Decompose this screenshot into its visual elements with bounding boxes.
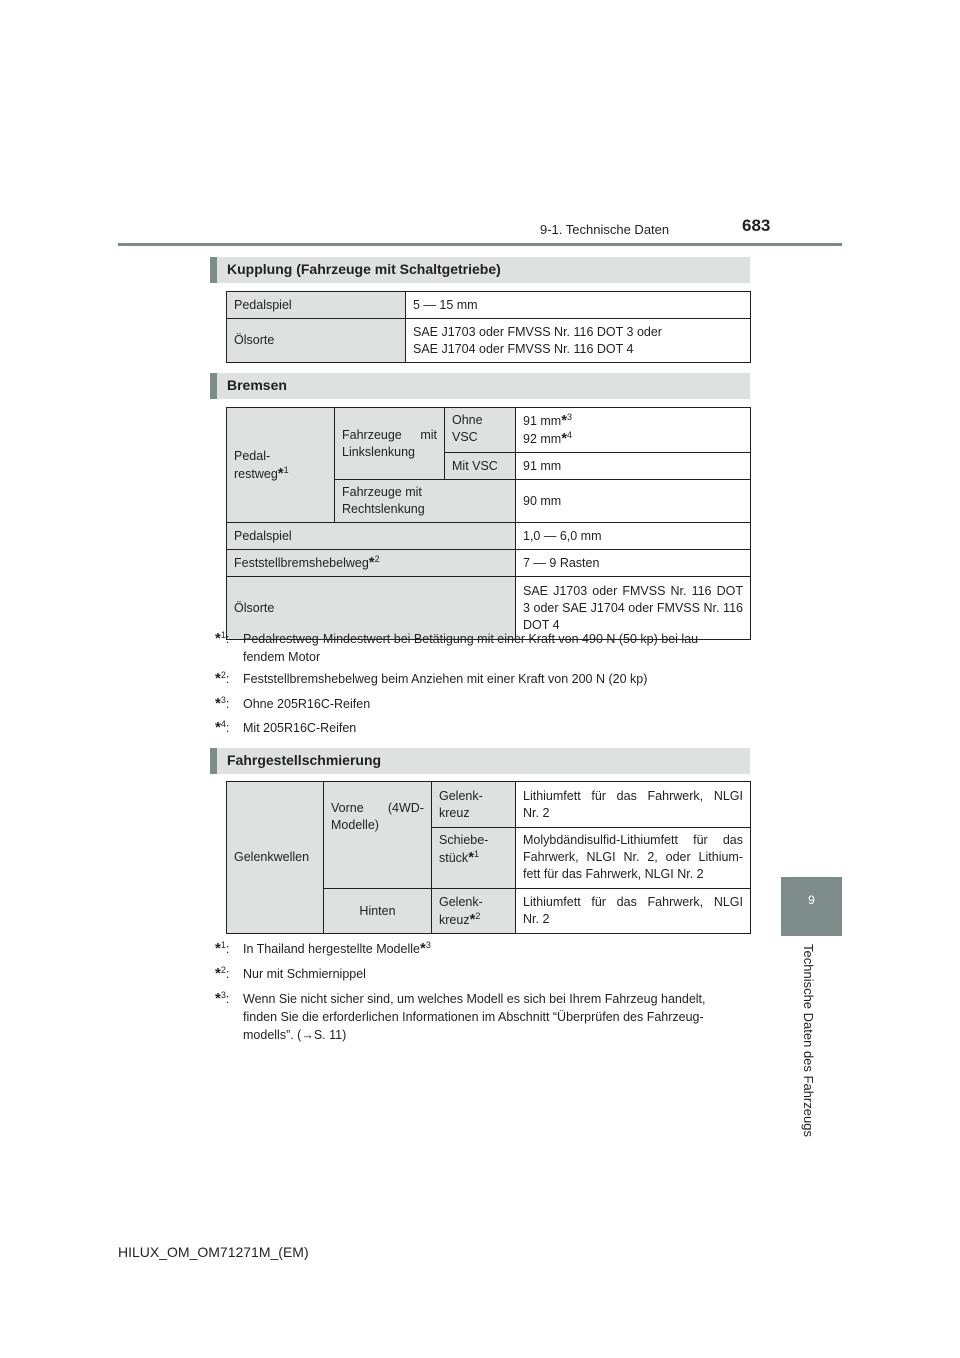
part-value (516, 782, 751, 828)
header-rule (118, 243, 842, 246)
links-label (335, 408, 445, 480)
label-line: Gelenk- (439, 788, 483, 803)
ohne-vsc-label: Ohne VSC (445, 408, 516, 453)
heading-text: Kupplung (Fahrzeuge mit Schaltgetriebe) (227, 261, 501, 277)
label-line: Fahrzeuge mit (342, 427, 437, 442)
footnote-mark: *$^2$: (215, 669, 230, 687)
label-line: Modelle) (331, 818, 379, 832)
part-label (432, 889, 516, 934)
ohne-vsc-value (516, 408, 751, 453)
footnote-line: Pedalrestweg-Mindestwert bei Betätigung mit einer Kraft von 490 N (50 kp) bei lau- (243, 632, 703, 646)
mit-vsc-label: Mit VSC (445, 453, 516, 480)
heading-bar (210, 257, 217, 283)
label-line: kreuz (439, 805, 470, 820)
part-value (516, 828, 751, 889)
rechts-label: Fahrzeuge mit Rechtslenkung (335, 480, 516, 523)
mit-vsc-value: 91 mm (516, 453, 751, 480)
footnote-star-icon: * (215, 670, 221, 687)
page-number: 683 (742, 216, 771, 235)
pedalspiel-value: 1,0 — 6,0 mm (516, 523, 751, 550)
footnote-star-icon: * (561, 430, 568, 447)
footnote-star-icon: * (468, 849, 475, 866)
value-line: Fahrwerk, NLGI Nr. 2, oder Lithium- (523, 850, 743, 864)
section-heading-kupplung (210, 257, 750, 283)
table-row (227, 319, 751, 363)
footnote (215, 670, 750, 688)
footnote-star-icon: * (469, 910, 476, 928)
footnote-mark: *$^1$: (215, 939, 230, 957)
heading-text: Bremsen (227, 377, 287, 393)
label-line: kreuz*$^2$ (439, 910, 481, 928)
gelenkwellen-label: Gelenkwellen (227, 782, 324, 934)
footnote-star-icon: * (215, 940, 221, 957)
footnote-line: modells”. (→S. 11) (243, 1028, 347, 1042)
value-line: SAE J1704 oder FMVSS Nr. 116 DOT 4 (413, 341, 634, 356)
pedalspiel-label: Pedalspiel (227, 523, 516, 550)
footnote-mark: *$^4$: (215, 718, 230, 736)
bremsen-table (226, 407, 751, 640)
value-line: 92 mm*$^4$ (523, 429, 573, 447)
footnote (215, 940, 750, 958)
value-line: Molybdändisulfid-Lithiumfett für das (523, 833, 743, 847)
part-label (432, 782, 516, 828)
footnote-star-icon: * (215, 965, 221, 982)
document-code: HILUX_OM_OM71271M_(EM) (118, 1244, 309, 1260)
footnote-star-icon: * (215, 695, 221, 712)
value-line: SAE J1703 oder FMVSS Nr. 116 DOT 3 oder (413, 324, 662, 339)
table-row (227, 408, 751, 453)
heading-text: Fahrgestellschmierung (227, 752, 382, 768)
label-line: Pedal- (234, 448, 271, 463)
footnote-text: Nur mit Schmiernippel (243, 967, 366, 981)
part-label (432, 828, 516, 889)
footnote-line: finden Sie die erforderlichen Informationen im Abschnitt “Überprüfen des Fahrzeug- (243, 1010, 704, 1024)
label-line: restweg*$^1$ (234, 464, 289, 482)
footnote (215, 630, 750, 666)
table-row (227, 782, 751, 828)
table-row (227, 550, 751, 577)
fest-value: 7 — 9 Rasten (516, 550, 751, 577)
fest-label: Feststellbremshebelweg*$^2$ (227, 550, 516, 577)
chapter-number: 9 (808, 893, 815, 907)
section-title: 9-1. Technische Daten (540, 222, 670, 237)
label-line: Vorne (4WD- (331, 801, 424, 815)
footnote-star-icon: * (215, 630, 221, 647)
value-line: Nr. 2 (523, 805, 550, 820)
value-line: Lithiumfett für das Fahrwerk, NLGI (523, 788, 743, 803)
footnote (215, 965, 750, 983)
value-line: Lithiumfett für das Fahrwerk, NLGI (523, 895, 743, 909)
footnote-text: Ohne 205R16C-Reifen (243, 697, 371, 711)
section-heading-bremsen (210, 373, 750, 399)
rechts-value: 90 mm (516, 480, 751, 523)
label-line: Linkslenkung (342, 444, 415, 459)
kupplung-table (226, 291, 751, 363)
footnote-star-icon: * (215, 719, 221, 736)
footnote-mark: *$^3$: (215, 989, 230, 1007)
vorne-label (324, 782, 432, 889)
footnote-star-icon: * (419, 940, 426, 957)
label-line: stück*$^1$ (439, 848, 480, 866)
footnote-mark: *$^2$: (215, 964, 230, 982)
value-line: Nr. 2 (523, 912, 550, 926)
footnote-star-icon: * (215, 990, 221, 1007)
label-line: Schiebe- (439, 833, 489, 847)
heading-bar (210, 373, 217, 399)
hinten-label: Hinten (324, 889, 432, 934)
footnote-star-icon: * (561, 412, 568, 429)
footnote (215, 990, 750, 1044)
part-value (516, 889, 751, 934)
value-line: 91 mm*$^3$ (523, 411, 573, 429)
footnote-star-icon: * (368, 554, 375, 571)
row-label: Ölsorte (227, 319, 406, 363)
footnote-text: In Thailand hergestellte Modelle*$^3$ (243, 939, 431, 957)
table-row (227, 523, 751, 550)
schmierung-table (226, 781, 751, 934)
footnote-mark: *$^3$: (215, 694, 230, 712)
value-line: fett für das Fahrwerk, NLGI Nr. 2 (523, 867, 704, 881)
row-value (406, 319, 751, 363)
footnote-line: fendem Motor (243, 650, 321, 664)
footnote-text: Mit 205R16C-Reifen (243, 721, 357, 735)
row-value: 5 — 15 mm (406, 292, 751, 319)
footnote-line: Wenn Sie nicht sicher sind, um welches Modell es sich bei Ihrem Fahrzeug handelt, (243, 992, 706, 1006)
footnote-text: Feststellbremshebelweg beim Anziehen mit einer Kraft von 200 N (20 kp) (243, 672, 648, 686)
label-line: Gelenk- (439, 894, 483, 909)
pedal-restweg-label (227, 408, 335, 523)
section-heading-schmierung (210, 748, 750, 774)
footnote-mark: *$^1$: (215, 629, 230, 647)
table-row (227, 292, 751, 319)
footnote-star-icon: * (277, 464, 284, 482)
oel-label: Ölsorte (227, 577, 516, 640)
heading-bar (210, 748, 217, 774)
oel-value: SAE J1703 oder FMVSS Nr. 116 DOT 3 oder SAE J1704 oder FMVSS Nr. 116 DOT 4 (516, 577, 751, 640)
chapter-label: Technische Daten des Fahrzeugs (801, 944, 816, 1137)
footnote (215, 695, 750, 713)
footnote (215, 719, 750, 737)
row-label: Pedalspiel (227, 292, 406, 319)
